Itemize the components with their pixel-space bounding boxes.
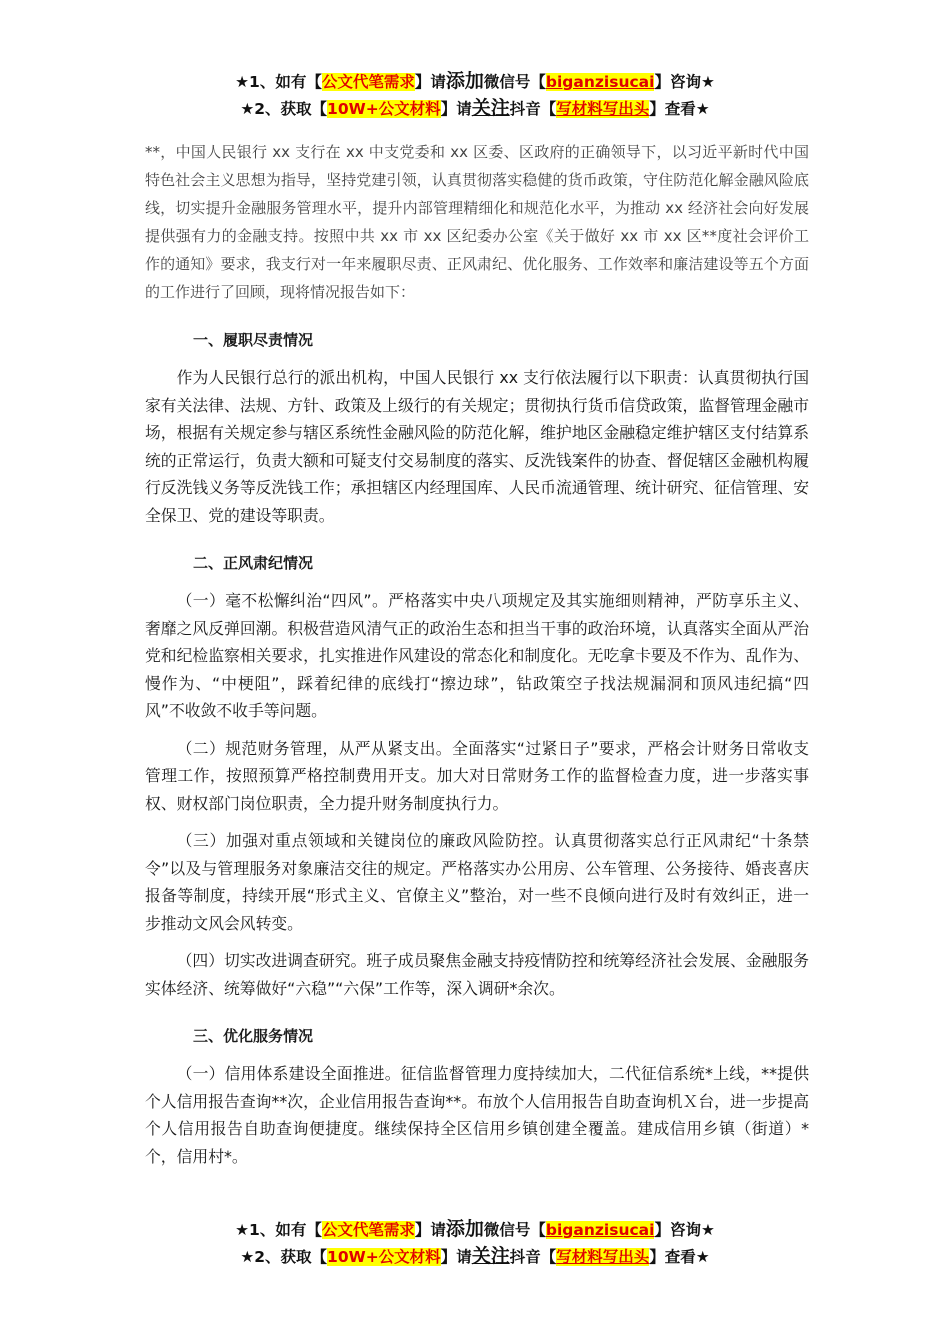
paragraph: （三）加强对重点领域和关键岗位的廉政风险防控。认真贯彻落实总行正风肃纪“十条禁令”以及与管理服务对象廉洁交往的规定。严格落实办公用房、公车管理、公务接待、婚丧喜庆报备等制度，持续开展“形式主义、官僚主义”整治，对一些不良倾向进行及时有效纠正，进一步推动文风会风转变。 — [145, 831, 809, 933]
promo-line-2 — [0, 95, 950, 122]
promo-text: 】查看★ — [649, 100, 710, 118]
promo-line-1 — [0, 68, 950, 95]
promo-text: ★2、获取【 — [240, 100, 328, 118]
douyin-account-link[interactable]: 写材料写出头 — [556, 1248, 650, 1266]
promo-text: ★1、如有【 — [235, 73, 322, 91]
promo-text: 】咨询★ — [654, 73, 715, 91]
paragraph: （四）切实改进调查研究。班子成员聚焦金融支持疫情防控和统筹经济社会发展、金融服务实体经济、统筹做好“六稳”“六保”工作等，深入调研*余次。 — [145, 951, 809, 998]
section-heading-service: 三、优化服务情况 — [193, 1027, 314, 1045]
promo-text: 抖音【 — [509, 1248, 557, 1266]
promo-highlight: 公文代笔需求 — [321, 73, 415, 91]
section-heading-discipline: 二、正风肃纪情况 — [193, 554, 314, 572]
promo-text: 】咨询★ — [654, 1221, 715, 1239]
intro-paragraph: **，中国人民银行 xx 支行在 xx 中支党委和 xx 区委、区政府的正确领导下，以习近平新时代中国特色社会主义思想为指导，坚持党建引领，认真贯彻落实稳健的货币政策，守住防范化解金融风险底线，切实提升金融服务管理水平，提升内部管理精细化和规范化水平，为推动 xx 经济社会向好发展提供强有力的金融支持。按照中共 xx 市 xx 区纪委办公室《关于做好 xx 市 xx 区**度社会评价工作的通知》要求，我支行对一年来履职尽责、正风肃纪、优化服务、工作效率和廉洁建设等五个方面的工作进行了回顾，现将情况报告如下： — [145, 143, 809, 301]
promo-banner-top — [0, 68, 950, 122]
promo-text: 】请 — [440, 1248, 472, 1266]
promo-text: 】请 — [414, 1221, 446, 1239]
promo-banner-bottom — [0, 1216, 950, 1270]
document-body — [145, 138, 809, 1180]
promo-text: 】请 — [440, 100, 472, 118]
promo-text: 】请 — [414, 73, 446, 91]
promo-text: 抖音【 — [509, 100, 557, 118]
promo-text: 微信号【 — [483, 1221, 546, 1239]
promo-emphasis: 添加 — [445, 70, 484, 92]
paragraph: （一）毫不松懈纠治“四风”。严格落实中央八项规定及其实施细则精神，严防享乐主义、奢靡之风反弹回潮。积极营造风清气正的政治生态和担当干事的政治环境，认真落实全面从严治党和纪检监察相关要求，扎实推进作风建设的常态化和制度化。无吃拿卡要及不作为、乱作为、慢作为、“中梗阻”，踩着纪律的底线打“擦边球”，钻政策空子找法规漏洞和顶风违纪搞“四风”不收敛不收手等问题。 — [145, 591, 809, 720]
paragraph: 作为人民银行总行的派出机构，中国人民银行 xx 支行依法履行以下职责：认真贯彻执行国家有关法律、法规、方针、政策及上级行的有关规定；贯彻执行货币信贷政策，监督管理金融市场，根据有关规定参与辖区系统性金融风险的防范化解，维护地区金融稳定维护辖区支付结算系统的正常运行，负责大额和可疑支付交易制度的落实、反洗钱案件的协查、督促辖区金融机构履行反洗钱义务等反洗钱工作；承担辖区内经理国库、人民币流通管理、统计研究、征信管理、安全保卫、党的建设等职责。 — [145, 368, 809, 525]
promo-text: 】查看★ — [649, 1248, 710, 1266]
douyin-account-link[interactable]: 写材料写出头 — [556, 100, 650, 118]
promo-emphasis: 关注 — [471, 1245, 510, 1267]
promo-highlight: 公文代笔需求 — [321, 1221, 415, 1239]
wechat-id-link[interactable]: biganzisucai — [545, 73, 655, 91]
promo-emphasis: 关注 — [471, 97, 510, 119]
promo-highlight: 10W+公文材料 — [327, 100, 441, 118]
promo-highlight: 10W+公文材料 — [327, 1248, 441, 1266]
promo-line-1 — [0, 1216, 950, 1243]
section-heading-duty: 一、履职尽责情况 — [193, 331, 314, 349]
paragraph: （一）信用体系建设全面推进。征信监督管理力度持续加大，二代征信系统*上线，**提供个人信用报告查询**次，企业信用报告查询**。布放个人信用报告自助查询机Ｘ台，进一步提高个人信用报告自助查询便捷度。继续保持全区信用乡镇创建全覆盖。建成信用乡镇（街道）*个，信用村*。 — [145, 1064, 809, 1166]
wechat-id-link[interactable]: biganzisucai — [545, 1221, 655, 1239]
promo-emphasis: 添加 — [445, 1218, 484, 1240]
promo-text: ★2、获取【 — [240, 1248, 328, 1266]
paragraph: （二）规范财务管理，从严从紧支出。全面落实“过紧日子”要求，严格会计财务日常收支管理工作，按照预算严格控制费用开支。加大对日常财务工作的监督检查力度，进一步落实事权、财权部门岗位职责，全力提升财务制度执行力。 — [145, 738, 809, 813]
promo-text: 微信号【 — [483, 73, 546, 91]
promo-line-2 — [0, 1243, 950, 1270]
promo-text: ★1、如有【 — [235, 1221, 322, 1239]
